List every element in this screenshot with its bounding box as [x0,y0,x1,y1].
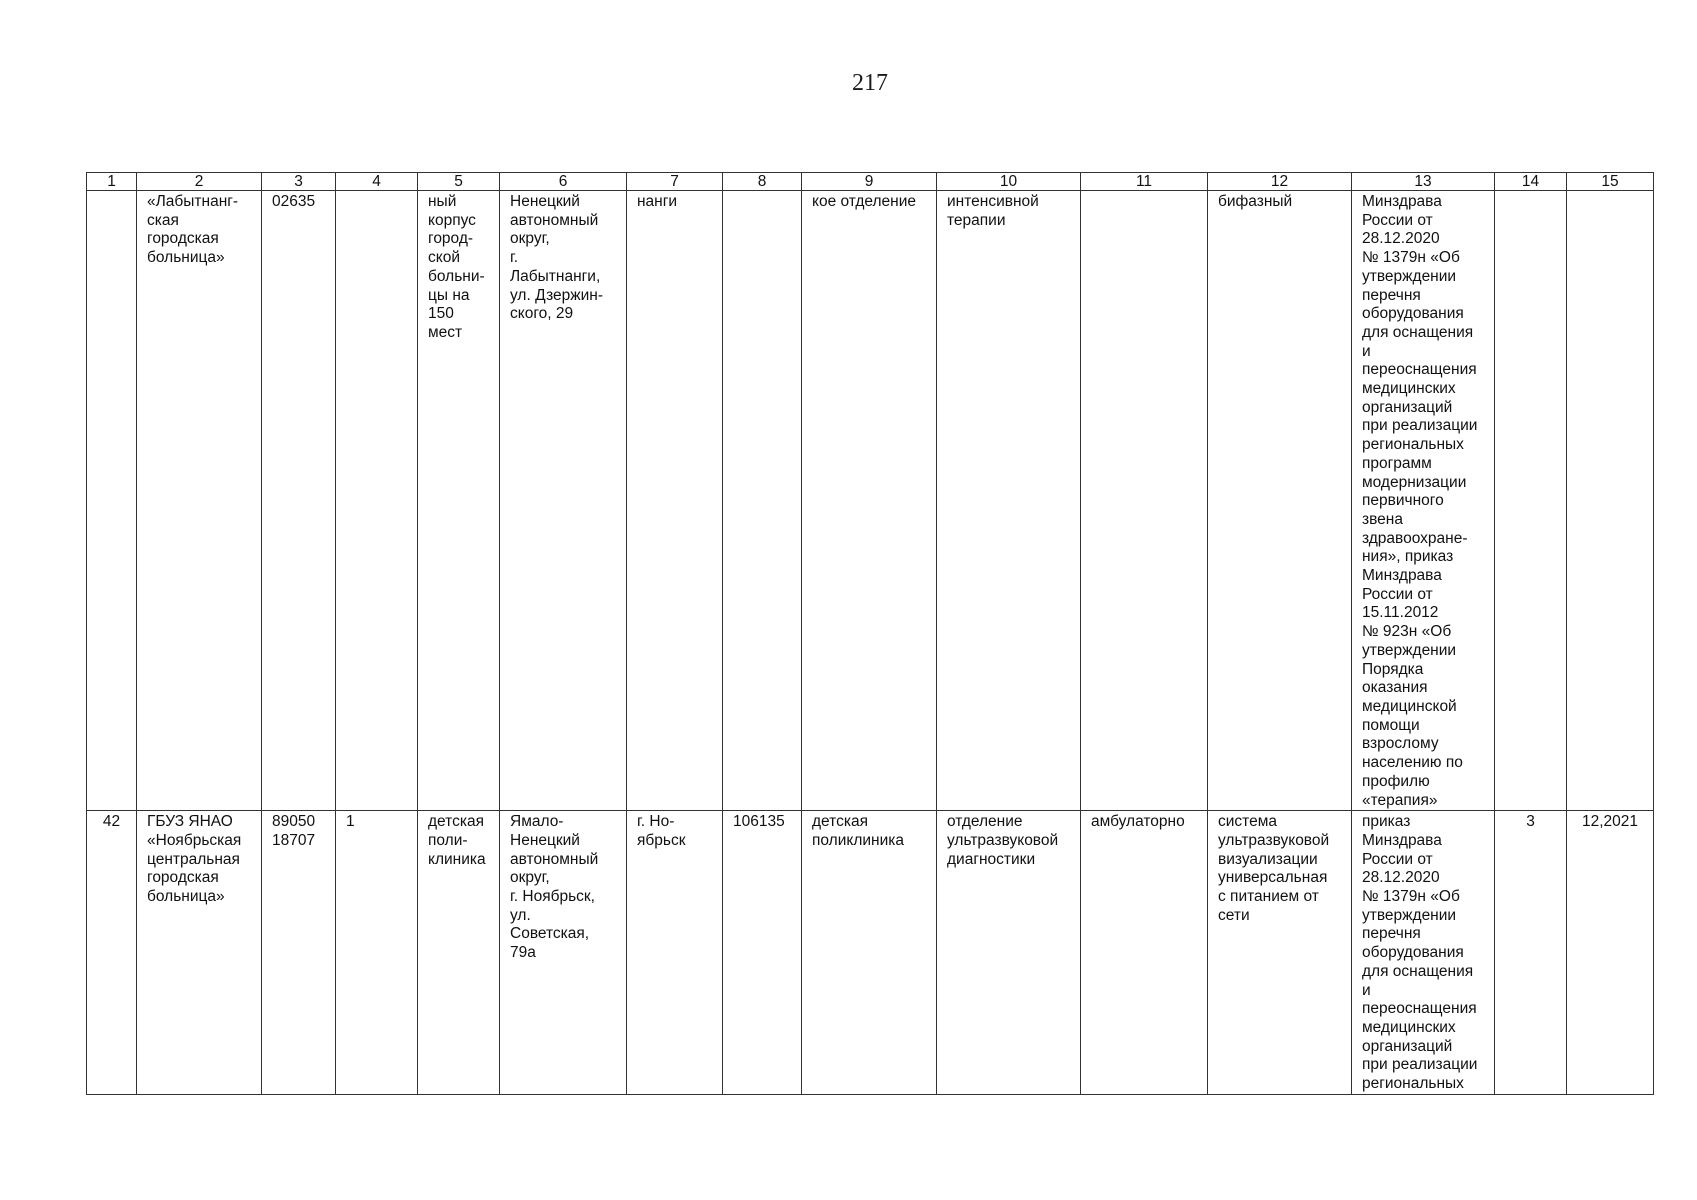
column-header: 4 [336,173,418,191]
column-header: 2 [137,173,262,191]
column-header: 9 [802,173,937,191]
column-header: 14 [1495,173,1567,191]
table-cell: 42 [87,811,137,1095]
column-number-row [87,173,1654,191]
page-number: 217 [852,70,888,96]
table-cell: приказ Минздрава России от 28.12.2020 № 1379н «Об утверждении перечня оборудования для оснащения и переоснащения медицинских организаций при реализации региональных [1352,811,1495,1095]
column-header: 6 [500,173,627,191]
table-row [87,191,1654,811]
equipment-table [86,172,1654,1095]
table-cell: амбулаторно [1081,811,1208,1095]
table-cell: интенсивной терапии [937,191,1081,811]
table-cell [87,191,137,811]
table-cell: 02635 [262,191,336,811]
table-cell: г. Но- ябрьск [627,811,723,1095]
table-cell: бифазный [1208,191,1352,811]
column-header: 3 [262,173,336,191]
table-cell: ГБУЗ ЯНАО «Ноябрьская центральная городская больница» [137,811,262,1095]
table-cell: отделение ультразвуковой диагностики [937,811,1081,1095]
column-header: 7 [627,173,723,191]
column-header: 5 [418,173,500,191]
table-cell: детская поликлиника [802,811,937,1095]
table-cell: «Лабытнанг- ская городская больница» [137,191,262,811]
table-cell [336,191,418,811]
table-cell [1567,191,1654,811]
table-cell: 106135 [723,811,802,1095]
column-header: 1 [87,173,137,191]
column-header: 8 [723,173,802,191]
table-cell: Минздрава России от 28.12.2020 № 1379н «Об утверждении перечня оборудования для оснащения и переоснащения медицинских организаций при реализации региональных программ модернизации первичного звена здравоохране- ния», приказ Минздрава России от 15.11.2012 № 923н «Об утверждении Порядка оказания медицинской помощи взрослому населению по профилю «терапия» [1352,191,1495,811]
column-header: 15 [1567,173,1654,191]
table-cell: 12,2021 [1567,811,1654,1095]
table-cell: Ямало- Ненецкий автономный округ, г. Ноябрьск, ул. Советская, 79а [500,811,627,1095]
table-cell: 1 [336,811,418,1095]
table-cell: кое отделение [802,191,937,811]
table-row [87,811,1654,1095]
table-cell [1495,191,1567,811]
column-header: 10 [937,173,1081,191]
table-cell: система ультразвуковой визуализации универсальная с питанием от сети [1208,811,1352,1095]
table-cell: Ненецкий автономный округ, г. Лабытнанги, ул. Дзержин- ского, 29 [500,191,627,811]
column-header: 13 [1352,173,1495,191]
table-cell: 89050 18707 [262,811,336,1095]
column-header: 12 [1208,173,1352,191]
table-cell [1081,191,1208,811]
table-cell: нанги [627,191,723,811]
column-header: 11 [1081,173,1208,191]
table-cell: детская поли- клиника [418,811,500,1095]
table-cell [723,191,802,811]
table-cell: ный корпус город- ской больни- цы на 150 мест [418,191,500,811]
table-cell: 3 [1495,811,1567,1095]
